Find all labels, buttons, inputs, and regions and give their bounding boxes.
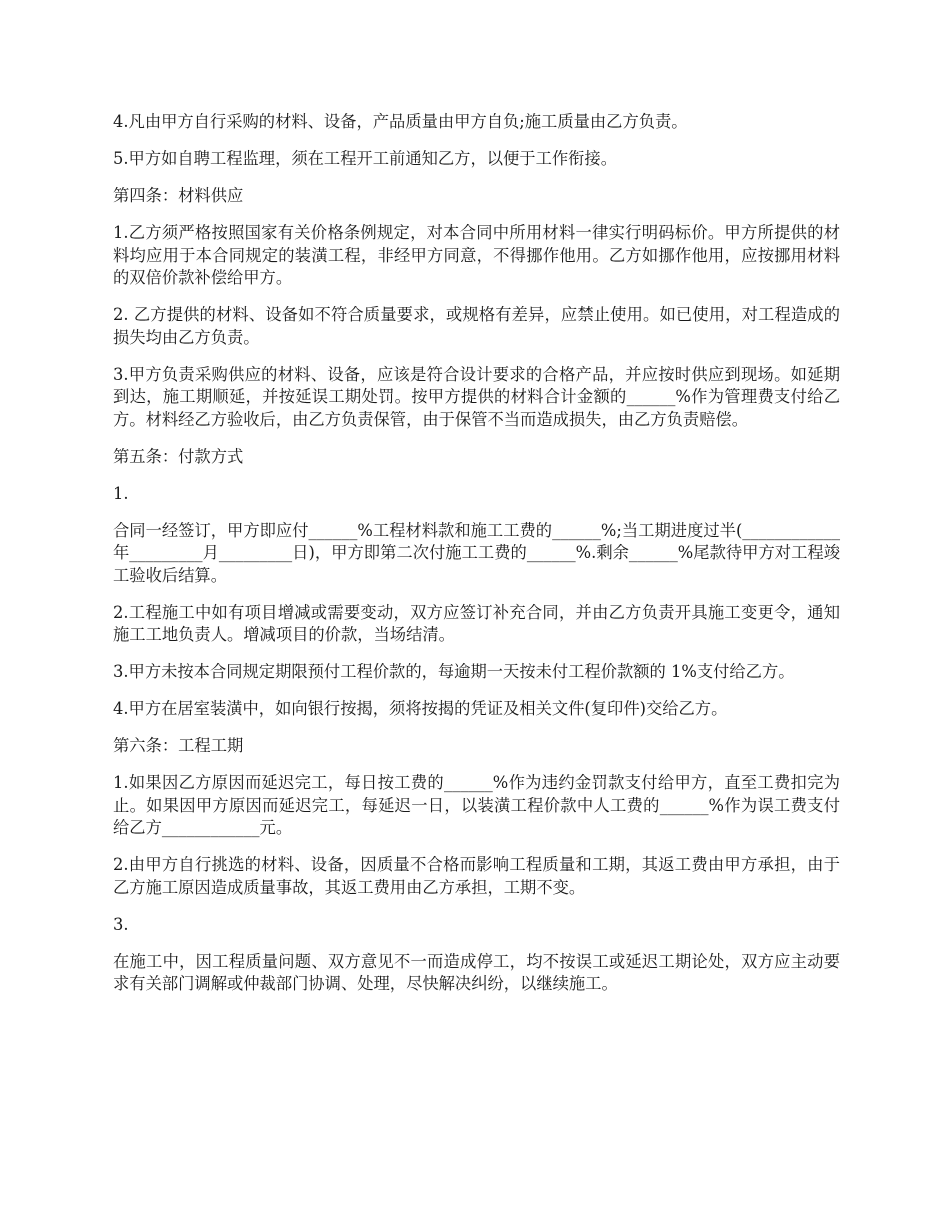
- document-body: [113, 111, 840, 1010]
- paragraph-clause-6-item-3: 在施工中，因工程质量问题、双方意见不一而造成停工，均不按误工或延迟工期论处，双方应主动要求有关部门调解或仲裁部门协调、处理，尽快解决纠纷，以继续施工。: [113, 951, 840, 993]
- heading-clause-6: 第六条：工程工期: [113, 736, 244, 755]
- paragraph-clause-6-item-1: 1.如果因乙方原因而延迟完工，每日按工费的______%作为违约金罚款支付给甲方，直至工费扣完为止。如果因甲方原因而延迟完工，每延迟一日，以装潢工程价款中人工费的______%作为误工费支付给乙方____________元。: [113, 773, 840, 837]
- paragraph-clause-5-item-3: 3.甲方未按本合同规定期限预付工程价款的，每逾期一天按未付工程价款额的 1%支付给乙方。: [113, 662, 795, 681]
- paragraph-clause-4-item-2: 2. 乙方提供的材料、设备如不符合质量要求，或规格有差异，应禁止使用。如已使用，对工程造成的损失均由乙方负责。: [113, 305, 840, 347]
- paragraph-clause-3-item-4: 4.凡由甲方自行采购的材料、设备，产品质量由甲方自负;施工质量由乙方负责。: [113, 112, 688, 131]
- paragraph-clause-5-item-2: 2.工程施工中如有项目增减或需要变动，双方应签订补充合同，并由乙方负责开具施工变更令，通知施工工地负责人。增减项目的价款，当场结清。: [113, 602, 840, 644]
- paragraph-clause-6-item-3-number: 3.: [113, 914, 129, 934]
- paragraph-clause-5-item-1-number: 1.: [113, 483, 129, 503]
- paragraph-clause-4-item-1: 1.乙方须严格按照国家有关价格条例规定，对本合同中所用材料一律实行明码标价。甲方所提供的材料均应用于本合同规定的装潢工程，非经甲方同意，不得挪作他用。乙方如挪作他用，应按挪用材料的双倍价款补偿给甲方。: [113, 223, 840, 287]
- paragraph-clause-5-item-4: 4.甲方在居室装潢中，如向银行按揭，须将按揭的凭证及相关文件(复印件)交给乙方。: [113, 699, 728, 718]
- paragraph-clause-4-item-3: 3.甲方负责采购供应的材料、设备，应该是符合设计要求的合格产品，并应按时供应到现场。如延期到达，施工期顺延，并按延误工期处罚。按甲方提供的材料合计金额的______%作为管理费支付给乙方。材料经乙方验收后，由乙方负责保管，由于保管不当而造成损失，由乙方负责赔偿。: [113, 364, 840, 429]
- heading-clause-5: 第五条：付款方式: [113, 446, 244, 466]
- paragraph-clause-6-item-2: 2.由甲方自行挑选的材料、设备，因质量不合格而影响工程质量和工期，其返工费由甲方承担，由于乙方施工原因造成质量事故，其返工费用由乙方承担，工期不变。: [113, 855, 840, 897]
- paragraph-clause-3-item-5: 5.甲方如自聘工程监理，须在工程开工前通知乙方，以便于工作衔接。: [113, 149, 617, 168]
- heading-clause-4: 第四条：材料供应: [113, 186, 244, 205]
- paragraph-clause-5-item-1: 合同一经签订，甲方即应付______%工程材料款和施工工费的______%;当工期进度过半(____________年_________月_________日)，甲方即第二次付施工工费的______%.剩余______%尾款待甲方对工程竣工验收后结算。: [113, 520, 840, 585]
